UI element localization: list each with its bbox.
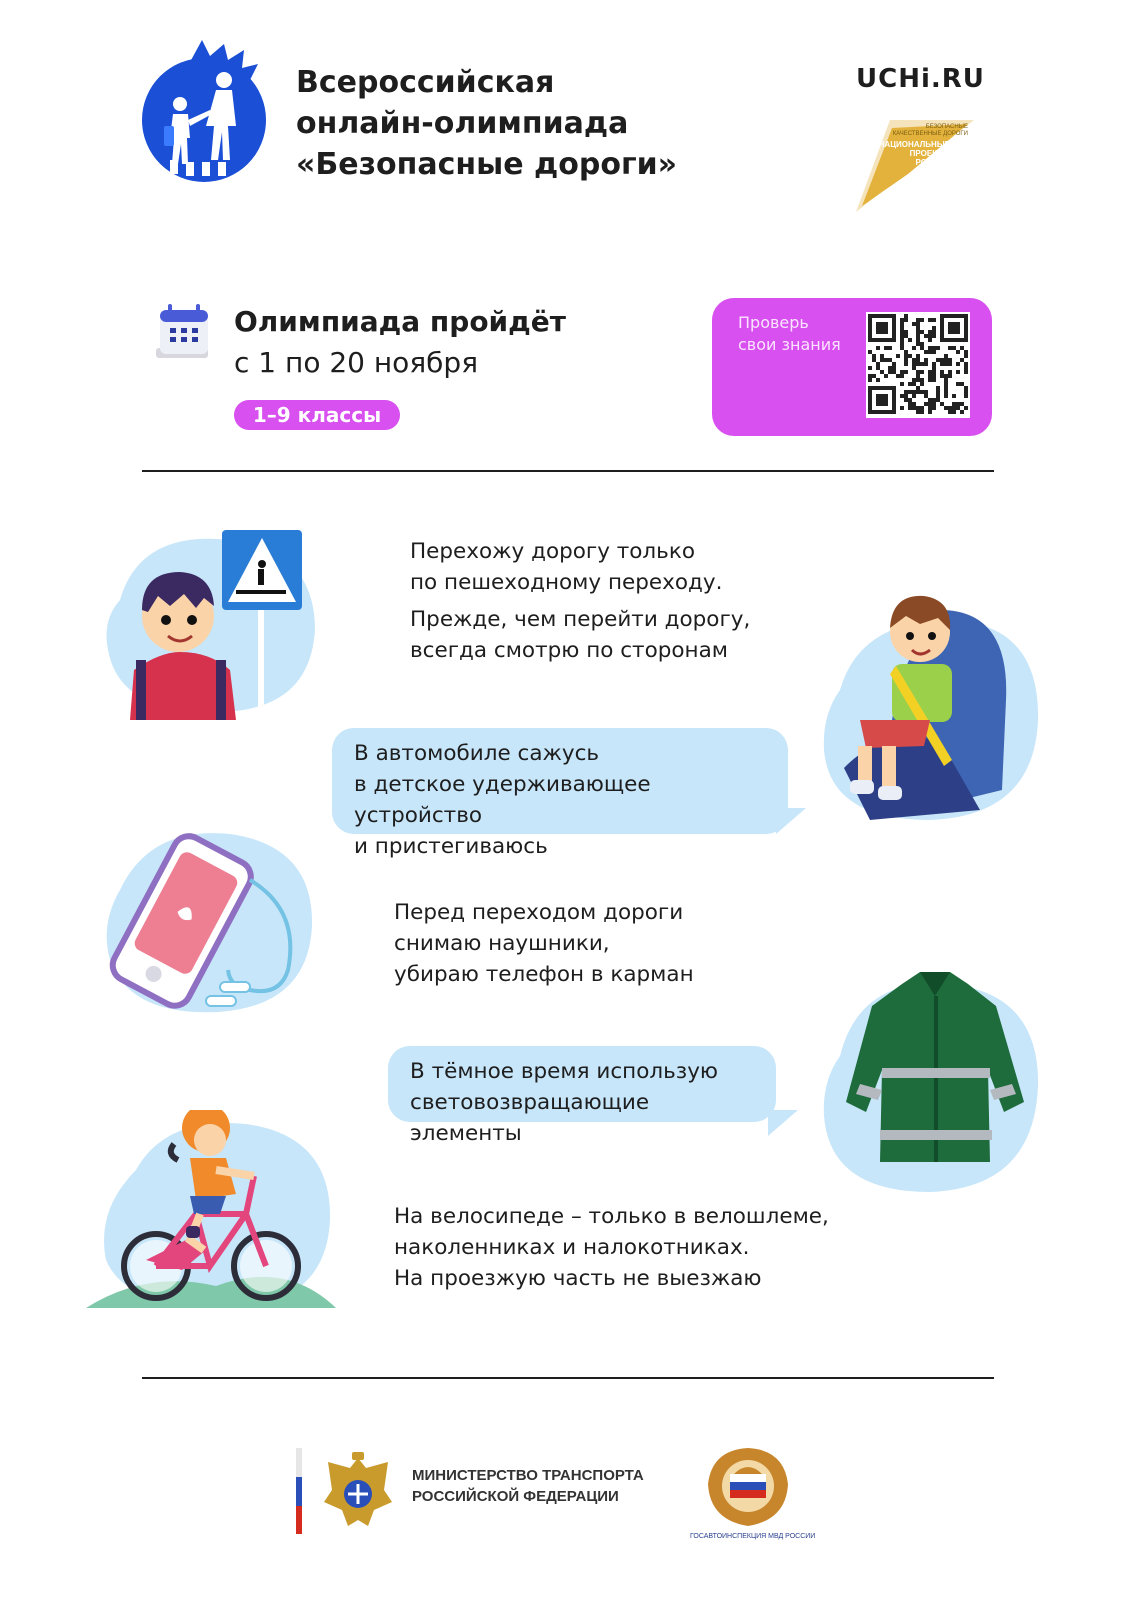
rule-headphones-line-1: Перед переходом дороги xyxy=(394,900,684,925)
rule-bicycle-line-3: На проезжую часть не выезжаю xyxy=(394,1266,762,1291)
bubble-car-seat xyxy=(332,728,788,859)
rule-look xyxy=(410,604,750,666)
calendar-icon xyxy=(156,304,212,364)
rule-car-line-1: В автомобиле сажусь xyxy=(354,741,600,766)
olympiad-title: Олимпиада пройдёт xyxy=(234,305,567,338)
rule-bicycle-line-1: На велосипеде – только в велошлеме, xyxy=(394,1204,829,1229)
ministry-name xyxy=(412,1465,644,1507)
title-line-1: Всероссийская xyxy=(296,65,555,100)
rule-bicycle-line-2: наколенниках и налокотниках. xyxy=(394,1235,750,1260)
natproj-line-2: КАЧЕСТВЕННЫЕ ДОРОГИ xyxy=(892,131,968,137)
rule-look-line-2: всегда смотрю по сторонам xyxy=(410,638,728,663)
rule-headphones xyxy=(394,897,694,990)
qr-caption-line-1: Проверь xyxy=(738,313,809,332)
rule-headphones-line-2: снимаю наушники, xyxy=(394,931,610,956)
bicycle-girl-icon xyxy=(86,1110,336,1310)
ministry-line-1: МИНИСТЕРСТВО ТРАНСПОРТА xyxy=(412,1467,644,1484)
natproj-line-1: БЕЗОПАСНЫЕ xyxy=(925,124,968,130)
bubble-reflective-tail xyxy=(768,1110,798,1136)
child-car-seat-icon xyxy=(820,580,1045,830)
divider-top xyxy=(142,470,994,472)
rule-bicycle xyxy=(394,1201,829,1294)
title-line-3: «Безопасные дороги» xyxy=(296,147,678,182)
reflective-jacket-icon xyxy=(820,966,1044,1194)
gibdd-caption: ГОСАВТОИНСПЕКЦИЯ МВД РОССИИ xyxy=(690,1533,816,1540)
uchi-logo: UCHi.RU xyxy=(856,64,985,94)
qr-caption-line-2: свои знания xyxy=(738,335,841,354)
rule-crossing xyxy=(410,536,722,598)
rule-headphones-line-3: убираю телефон в карман xyxy=(394,962,694,987)
natproj-line-3: НАЦИОНАЛЬНЫЕ xyxy=(878,140,950,149)
qr-caption xyxy=(738,312,841,356)
qr-code-icon[interactable] xyxy=(866,312,970,418)
coat-of-arms-icon xyxy=(318,1450,398,1534)
qr-card[interactable] xyxy=(712,298,992,436)
bubble-car-seat-tail xyxy=(776,808,806,834)
olympiad-logo-icon xyxy=(140,40,270,185)
rule-car-line-3: и пристегиваюсь xyxy=(354,834,548,859)
bubble-reflective xyxy=(388,1046,776,1146)
rule-reflective-line-1: В тёмное время использую xyxy=(410,1059,719,1084)
rule-crossing-line-2: по пешеходному переходу. xyxy=(410,570,723,595)
rule-crossing-line-1: Перехожу дорогу только xyxy=(410,539,695,564)
natproj-line-4: ПРОЕКТЫ xyxy=(909,149,950,158)
pedestrian-crossing-sign-icon xyxy=(100,520,322,720)
gibdd-emblem-icon xyxy=(700,1444,796,1530)
rule-car-line-2: в детское удерживающее устройство xyxy=(354,772,651,828)
ministry-line-2: РОССИЙСКОЙ ФЕДЕРАЦИИ xyxy=(412,1488,619,1505)
smartphone-headphones-icon xyxy=(100,820,320,1020)
grades-badge: 1–9 классы xyxy=(234,400,400,430)
rule-look-line-1: Прежде, чем перейти дорогу, xyxy=(410,607,751,632)
title-line-2: онлайн-олимпиада xyxy=(296,106,629,141)
national-projects-logo xyxy=(856,116,984,212)
olympiad-dates: с 1 по 20 ноября xyxy=(234,346,479,379)
page-title xyxy=(296,62,677,185)
divider-bottom xyxy=(142,1377,994,1379)
rule-reflective-line-2: световозвращающие элементы xyxy=(410,1090,650,1146)
natproj-line-5: РОССИИ xyxy=(915,158,950,167)
russian-flag-stripe xyxy=(296,1448,302,1534)
